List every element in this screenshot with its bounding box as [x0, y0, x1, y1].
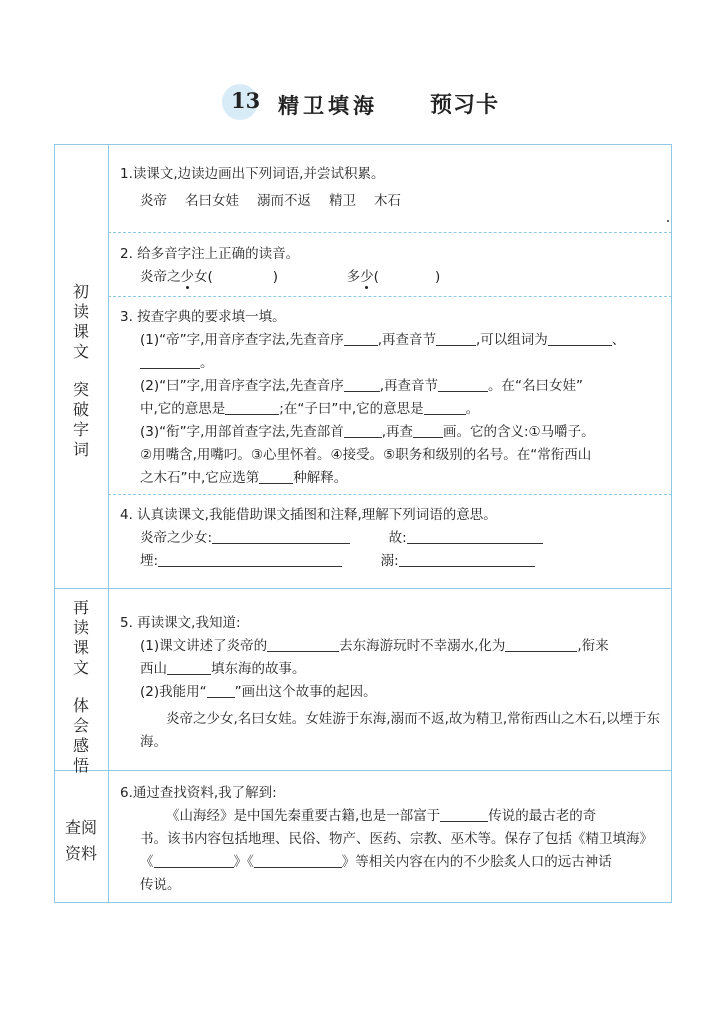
question-1 — [120, 163, 660, 213]
answer-blank[interactable] — [505, 637, 577, 652]
question-6-line-1: 《山海经》是中国先秦重要古籍,也是一部富于 传说的最古老的奇 — [166, 808, 597, 824]
word-item[interactable]: 木石 — [374, 193, 401, 209]
question-3-part-3-meanings: ②用嘴含,用嘴叼。③心里怀着。④接受。⑤职务和级别的名号。在“常衔西山 — [140, 447, 592, 463]
question-6-prompt: 6.通过查找资料,我了解到: — [120, 785, 277, 801]
question-5-prompt: 5. 再读课文,我知道: — [120, 615, 241, 631]
question-2 — [120, 243, 660, 289]
question-divider — [108, 296, 672, 297]
question-1-prompt: 1.读课文,边读边画出下列词语,并尝试积累。 — [120, 166, 385, 182]
section-label-first-reading: 初 读 课 文 突 破 字 词 — [72, 282, 89, 459]
section-label-research: 查阅 资料 — [64, 818, 98, 863]
section-divider-2 — [54, 770, 672, 771]
question-2-prompt: 2. 给多音字注上正确的读音。 — [120, 246, 300, 262]
page-header — [0, 82, 727, 122]
question-divider — [108, 494, 672, 495]
word-item[interactable]: 溺而不返 — [257, 193, 311, 209]
question-3-part-2-cont: 中,它的意思是 ;在“子曰”中,它的意思是 。 — [140, 401, 480, 417]
speck — [667, 220, 669, 222]
section-label-second-reading: 再 读 课 文 体 会 感 悟 — [72, 598, 89, 775]
question-5-part-1-cont: 西山 填东海的故事。 — [140, 661, 306, 677]
word-item[interactable]: 精卫 — [329, 193, 356, 209]
lesson-title: 精卫填海 — [278, 93, 378, 118]
question-4-row-2: 堙: 溺: — [120, 550, 660, 573]
question-6 — [120, 782, 660, 897]
question-6-line-2: 书。该书内容包括地理、民俗、物产、医药、宗教、巫术等。保存了包括《精卫填海》 — [140, 831, 653, 847]
question-1-word-list — [120, 190, 660, 213]
question-3-part-3-cont: 之木石”中,它应选第 种解释。 — [140, 470, 348, 486]
answer-blank[interactable] — [424, 400, 466, 415]
question-5 — [120, 612, 660, 754]
polyphone-char: 少 — [360, 269, 374, 285]
label-column-divider — [108, 144, 109, 903]
question-6-line-3: 《 》《 》等相关内容在内的不少脍炙人口的远古神话 — [140, 854, 612, 870]
question-5-part-1: (1)课文讲述了炎帝的 去东海游玩时不幸溺水,化为 ,衔来 — [140, 638, 609, 654]
answer-blank[interactable] — [413, 423, 443, 438]
question-4 — [120, 504, 660, 573]
question-4-row-1: 炎帝之少女: 故: — [120, 527, 660, 550]
question-3-part-2: (2)“曰”字,用音序查字法,先查音序 ,再查音节 。在“名曰女娃” — [140, 378, 583, 394]
word-item[interactable]: 炎帝 — [140, 193, 167, 209]
answer-line[interactable] — [407, 529, 543, 544]
card-title: 预习卡 — [430, 93, 500, 118]
answer-blank[interactable] — [344, 423, 382, 438]
question-4-prompt: 4. 认真读课文,我能借助课文插图和注释,理解下列词语的意思。 — [120, 507, 497, 523]
question-3-part-1-cont: 。 — [120, 352, 660, 375]
answer-blank[interactable] — [438, 377, 488, 392]
question-3-part-1: (1)“帝”字,用音序查字法,先查音序 ,再查音节 ,可以组词为 、 — [140, 332, 626, 348]
answer-blank[interactable] — [225, 400, 279, 415]
answer-blank[interactable] — [440, 807, 488, 822]
answer-blank[interactable] — [267, 637, 339, 652]
question-divider — [108, 232, 672, 233]
question-5-part-2: (2)我能用“ ”画出这个故事的起因。 — [140, 684, 377, 700]
answer-blank[interactable] — [259, 469, 293, 484]
answer-blank[interactable] — [344, 331, 378, 346]
question-3 — [120, 306, 660, 490]
answer-blank[interactable] — [548, 331, 612, 346]
answer-blank[interactable] — [436, 331, 476, 346]
answer-blank[interactable] — [154, 853, 234, 868]
answer-blank[interactable] — [344, 377, 380, 392]
polyphone-char: 少 — [180, 269, 194, 285]
question-3-prompt: 3. 按查字典的要求填一填。 — [120, 309, 286, 325]
answer-blank[interactable] — [140, 354, 200, 369]
answer-line[interactable] — [399, 552, 535, 567]
lesson-number: 13 — [231, 88, 261, 113]
word-item[interactable]: 名曰女娃 — [185, 193, 239, 209]
answer-line[interactable] — [158, 552, 342, 567]
answer-blank[interactable] — [167, 660, 211, 675]
section-divider-1 — [54, 588, 672, 589]
underline-sample — [207, 683, 235, 698]
classical-passage[interactable]: 炎帝之少女,名曰女娃。女娃游于东海,溺而不返,故为精卫,常衔西山之木石,以堙于东海。 — [140, 711, 660, 750]
question-2-items: 炎帝之少女( ) 多少( ) — [140, 269, 441, 285]
question-6-line-4: 传说。 — [140, 877, 181, 893]
answer-line[interactable] — [212, 529, 350, 544]
question-3-part-3: (3)“衔”字,用部首查字法,先查部首 ,再查 画。它的含义:①马嚼子。 — [140, 424, 595, 440]
answer-blank[interactable] — [254, 853, 342, 868]
